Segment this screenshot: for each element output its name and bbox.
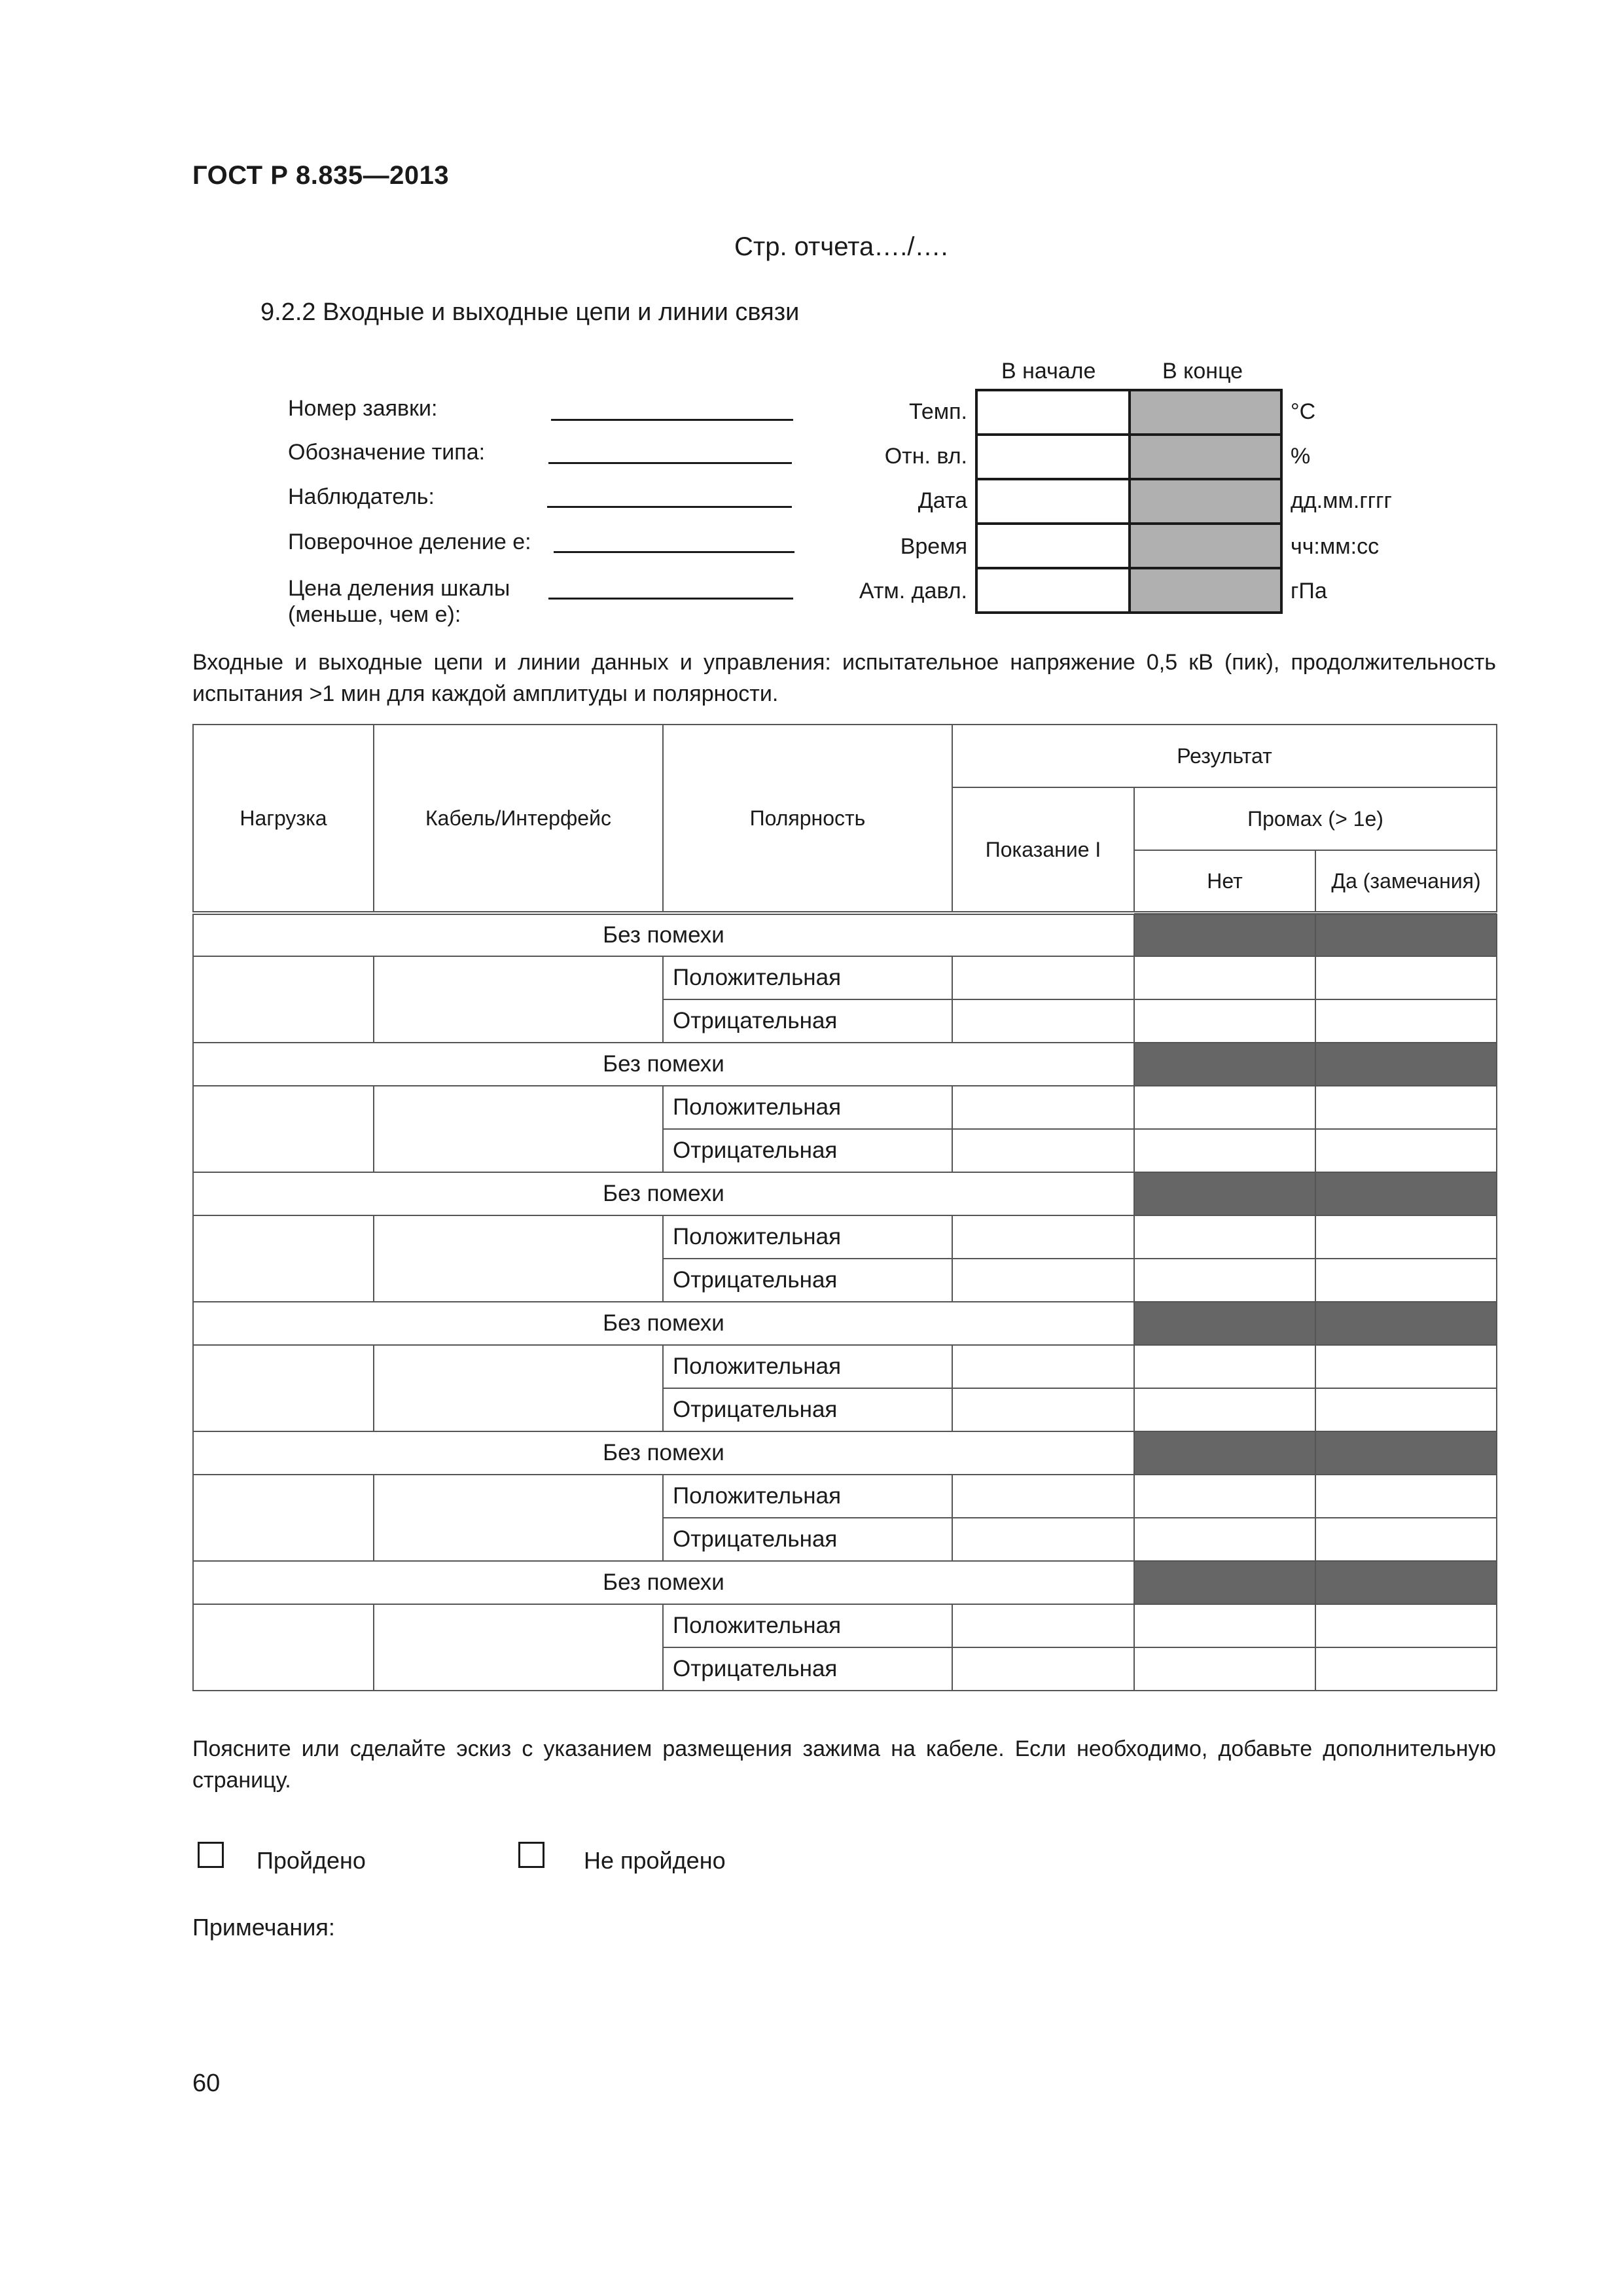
- positive-polarity-row: [193, 1345, 1497, 1388]
- time-start-cell[interactable]: [975, 522, 1131, 569]
- miss-no-cell[interactable]: [1134, 1259, 1315, 1302]
- miss-yes-cell[interactable]: [1315, 956, 1497, 999]
- reading-cell[interactable]: [952, 1259, 1134, 1302]
- load-cell[interactable]: [193, 1475, 374, 1561]
- polarity-positive: Положительная: [663, 1345, 952, 1388]
- shaded-cell: [1134, 1561, 1315, 1604]
- reading-cell[interactable]: [952, 1518, 1134, 1561]
- results-table: [192, 724, 1497, 1691]
- reading-cell[interactable]: [952, 956, 1134, 999]
- load-cell[interactable]: [193, 1345, 374, 1431]
- reading-cell[interactable]: [952, 1086, 1134, 1129]
- reading-cell[interactable]: [952, 1475, 1134, 1518]
- polarity-positive: Положительная: [663, 956, 952, 999]
- request-number-label: Номер заявки:: [288, 396, 438, 421]
- page-number: 60: [192, 2070, 221, 2097]
- cable-interface-cell[interactable]: [374, 956, 663, 1043]
- temperature-unit: °C: [1291, 399, 1316, 424]
- polarity-positive: Положительная: [663, 1604, 952, 1647]
- load-cell[interactable]: [193, 1604, 374, 1691]
- header-miss: Промах (> 1e): [1134, 787, 1497, 850]
- humidity-start-cell[interactable]: [975, 433, 1131, 480]
- polarity-negative: Отрицательная: [663, 1647, 952, 1691]
- shaded-cell: [1315, 1561, 1497, 1604]
- load-cell[interactable]: [193, 1086, 374, 1172]
- miss-no-cell[interactable]: [1134, 1475, 1315, 1518]
- polarity-negative: Отрицательная: [663, 1259, 952, 1302]
- miss-yes-cell[interactable]: [1315, 1215, 1497, 1259]
- no-interference-row: [193, 1043, 1497, 1086]
- cable-interface-cell[interactable]: [374, 1345, 663, 1431]
- reading-cell[interactable]: [952, 1215, 1134, 1259]
- polarity-negative: Отрицательная: [663, 999, 952, 1043]
- polarity-positive: Положительная: [663, 1215, 952, 1259]
- cable-interface-cell[interactable]: [374, 1086, 663, 1172]
- polarity-positive: Положительная: [663, 1086, 952, 1129]
- explanation-text: Поясните или сделайте эскиз с указанием размещения зажима на кабеле. Если необходимо, добавьте дополнительную страницу.: [192, 1736, 1496, 1793]
- polarity-negative: Отрицательная: [663, 1518, 952, 1561]
- miss-no-cell[interactable]: [1134, 1518, 1315, 1561]
- header-result: Результат: [952, 725, 1497, 787]
- cable-interface-cell[interactable]: [374, 1604, 663, 1691]
- section-title: 9.2.2 Входные и выходные цепи и линии связи: [260, 298, 800, 326]
- time-unit: чч:мм:сс: [1291, 534, 1380, 559]
- shaded-cell: [1315, 1043, 1497, 1086]
- test-description: Входные и выходные цепи и линии данных и управления: испытательное напряжение 0,5 кВ (пик), продолжительность испытания >1 мин для каждой амплитуды и полярности.: [192, 650, 1496, 706]
- not-passed-label: Не пройдено: [584, 1847, 726, 1874]
- no-interference-row: [193, 1172, 1497, 1215]
- no-interference-label: Без помехи: [193, 1431, 1134, 1475]
- request-number-field[interactable]: [551, 419, 793, 421]
- positive-polarity-row: [193, 1475, 1497, 1518]
- shaded-cell: [1134, 1302, 1315, 1345]
- miss-yes-cell[interactable]: [1315, 1086, 1497, 1129]
- header-miss-no: Нет: [1134, 850, 1315, 913]
- shaded-cell: [1134, 1172, 1315, 1215]
- miss-no-cell[interactable]: [1134, 1129, 1315, 1172]
- humidity-unit: %: [1291, 444, 1311, 469]
- miss-no-cell[interactable]: [1134, 1345, 1315, 1388]
- no-interference-row: [193, 913, 1497, 956]
- miss-yes-cell[interactable]: [1315, 1604, 1497, 1647]
- miss-yes-cell[interactable]: [1315, 999, 1497, 1043]
- observer-label: Наблюдатель:: [288, 484, 435, 509]
- shaded-cell: [1134, 1431, 1315, 1475]
- pressure-label: Атм. давл.: [859, 579, 967, 603]
- type-designation-label: Обозначение типа:: [288, 440, 486, 465]
- miss-yes-cell[interactable]: [1315, 1259, 1497, 1302]
- reading-cell[interactable]: [952, 1388, 1134, 1431]
- pressure-start-cell[interactable]: [975, 567, 1131, 614]
- date-start-cell[interactable]: [975, 478, 1131, 525]
- no-interference-row: [193, 1561, 1497, 1604]
- header-load: Нагрузка: [193, 725, 374, 913]
- shaded-cell: [1315, 1302, 1497, 1345]
- date-end-cell[interactable]: [1128, 478, 1283, 525]
- miss-yes-cell[interactable]: [1315, 1345, 1497, 1388]
- temperature-end-cell[interactable]: [1128, 389, 1283, 436]
- miss-no-cell[interactable]: [1134, 1215, 1315, 1259]
- miss-yes-cell[interactable]: [1315, 1647, 1497, 1691]
- header-polarity: Полярность: [663, 725, 952, 913]
- passed-label: Пройдено: [257, 1847, 366, 1874]
- miss-yes-cell[interactable]: [1315, 1129, 1497, 1172]
- polarity-negative: Отрицательная: [663, 1388, 952, 1431]
- no-interference-label: Без помехи: [193, 913, 1134, 956]
- reading-cell[interactable]: [952, 1129, 1134, 1172]
- pressure-end-cell[interactable]: [1128, 567, 1283, 614]
- notes-label: Примечания:: [192, 1914, 335, 1941]
- miss-yes-cell[interactable]: [1315, 1475, 1497, 1518]
- observer-field[interactable]: [547, 506, 792, 508]
- reading-cell[interactable]: [952, 1345, 1134, 1388]
- header-miss-yes: Да (замечания): [1315, 850, 1497, 913]
- temperature-label: Темп.: [908, 399, 967, 424]
- reading-cell[interactable]: [952, 1604, 1134, 1647]
- report-page-reference: Стр. отчета…./….: [734, 232, 948, 261]
- shaded-cell: [1315, 913, 1497, 956]
- shaded-cell: [1315, 1431, 1497, 1475]
- date-unit: дд.мм.гггг: [1291, 488, 1392, 513]
- no-interference-label: Без помехи: [193, 1561, 1134, 1604]
- load-cell[interactable]: [193, 956, 374, 1043]
- type-designation-field[interactable]: [548, 462, 792, 464]
- time-label: Время: [900, 534, 967, 559]
- cable-interface-cell[interactable]: [374, 1475, 663, 1561]
- miss-no-cell[interactable]: [1134, 956, 1315, 999]
- reading-cell[interactable]: [952, 999, 1134, 1043]
- polarity-positive: Положительная: [663, 1475, 952, 1518]
- shaded-cell: [1134, 913, 1315, 956]
- positive-polarity-row: [193, 1604, 1497, 1647]
- miss-yes-cell[interactable]: [1315, 1388, 1497, 1431]
- humidity-end-cell[interactable]: [1128, 433, 1283, 480]
- load-cell[interactable]: [193, 1215, 374, 1302]
- scale-interval-field[interactable]: [548, 598, 793, 600]
- header-cable-interface: Кабель/Интерфейс: [374, 725, 663, 913]
- passed-checkbox[interactable]: [198, 1842, 224, 1868]
- time-end-cell[interactable]: [1128, 522, 1283, 569]
- standard-code: ГОСТ Р 8.835—2013: [192, 161, 450, 190]
- positive-polarity-row: [193, 1215, 1497, 1259]
- miss-no-cell[interactable]: [1134, 1086, 1315, 1129]
- no-interference-label: Без помехи: [193, 1302, 1134, 1345]
- temperature-start-cell[interactable]: [975, 389, 1131, 436]
- start-column-header: В начале: [1001, 359, 1096, 384]
- date-label: Дата: [918, 488, 967, 513]
- scale-interval-label: Цена деления шкалы (меньше, чем e):: [288, 576, 510, 627]
- shaded-cell: [1315, 1172, 1497, 1215]
- header-reading: Показание I: [952, 787, 1134, 913]
- cable-interface-cell[interactable]: [374, 1215, 663, 1302]
- positive-polarity-row: [193, 1086, 1497, 1129]
- miss-yes-cell[interactable]: [1315, 1518, 1497, 1561]
- end-column-header: В конце: [1162, 359, 1243, 384]
- no-interference-label: Без помехи: [193, 1043, 1134, 1086]
- not-passed-checkbox[interactable]: [518, 1842, 544, 1868]
- positive-polarity-row: [193, 956, 1497, 999]
- miss-no-cell[interactable]: [1134, 1604, 1315, 1647]
- humidity-label: Отн. вл.: [884, 444, 967, 469]
- miss-no-cell[interactable]: [1134, 999, 1315, 1043]
- miss-no-cell[interactable]: [1134, 1388, 1315, 1431]
- verification-interval-label: Поверочное деление e:: [288, 529, 531, 554]
- no-interference-label: Без помехи: [193, 1172, 1134, 1215]
- miss-no-cell[interactable]: [1134, 1647, 1315, 1691]
- no-interference-row: [193, 1431, 1497, 1475]
- reading-cell[interactable]: [952, 1647, 1134, 1691]
- shaded-cell: [1134, 1043, 1315, 1086]
- pressure-unit: гПа: [1291, 579, 1327, 603]
- polarity-negative: Отрицательная: [663, 1129, 952, 1172]
- no-interference-row: [193, 1302, 1497, 1345]
- verification-interval-field[interactable]: [554, 551, 794, 553]
